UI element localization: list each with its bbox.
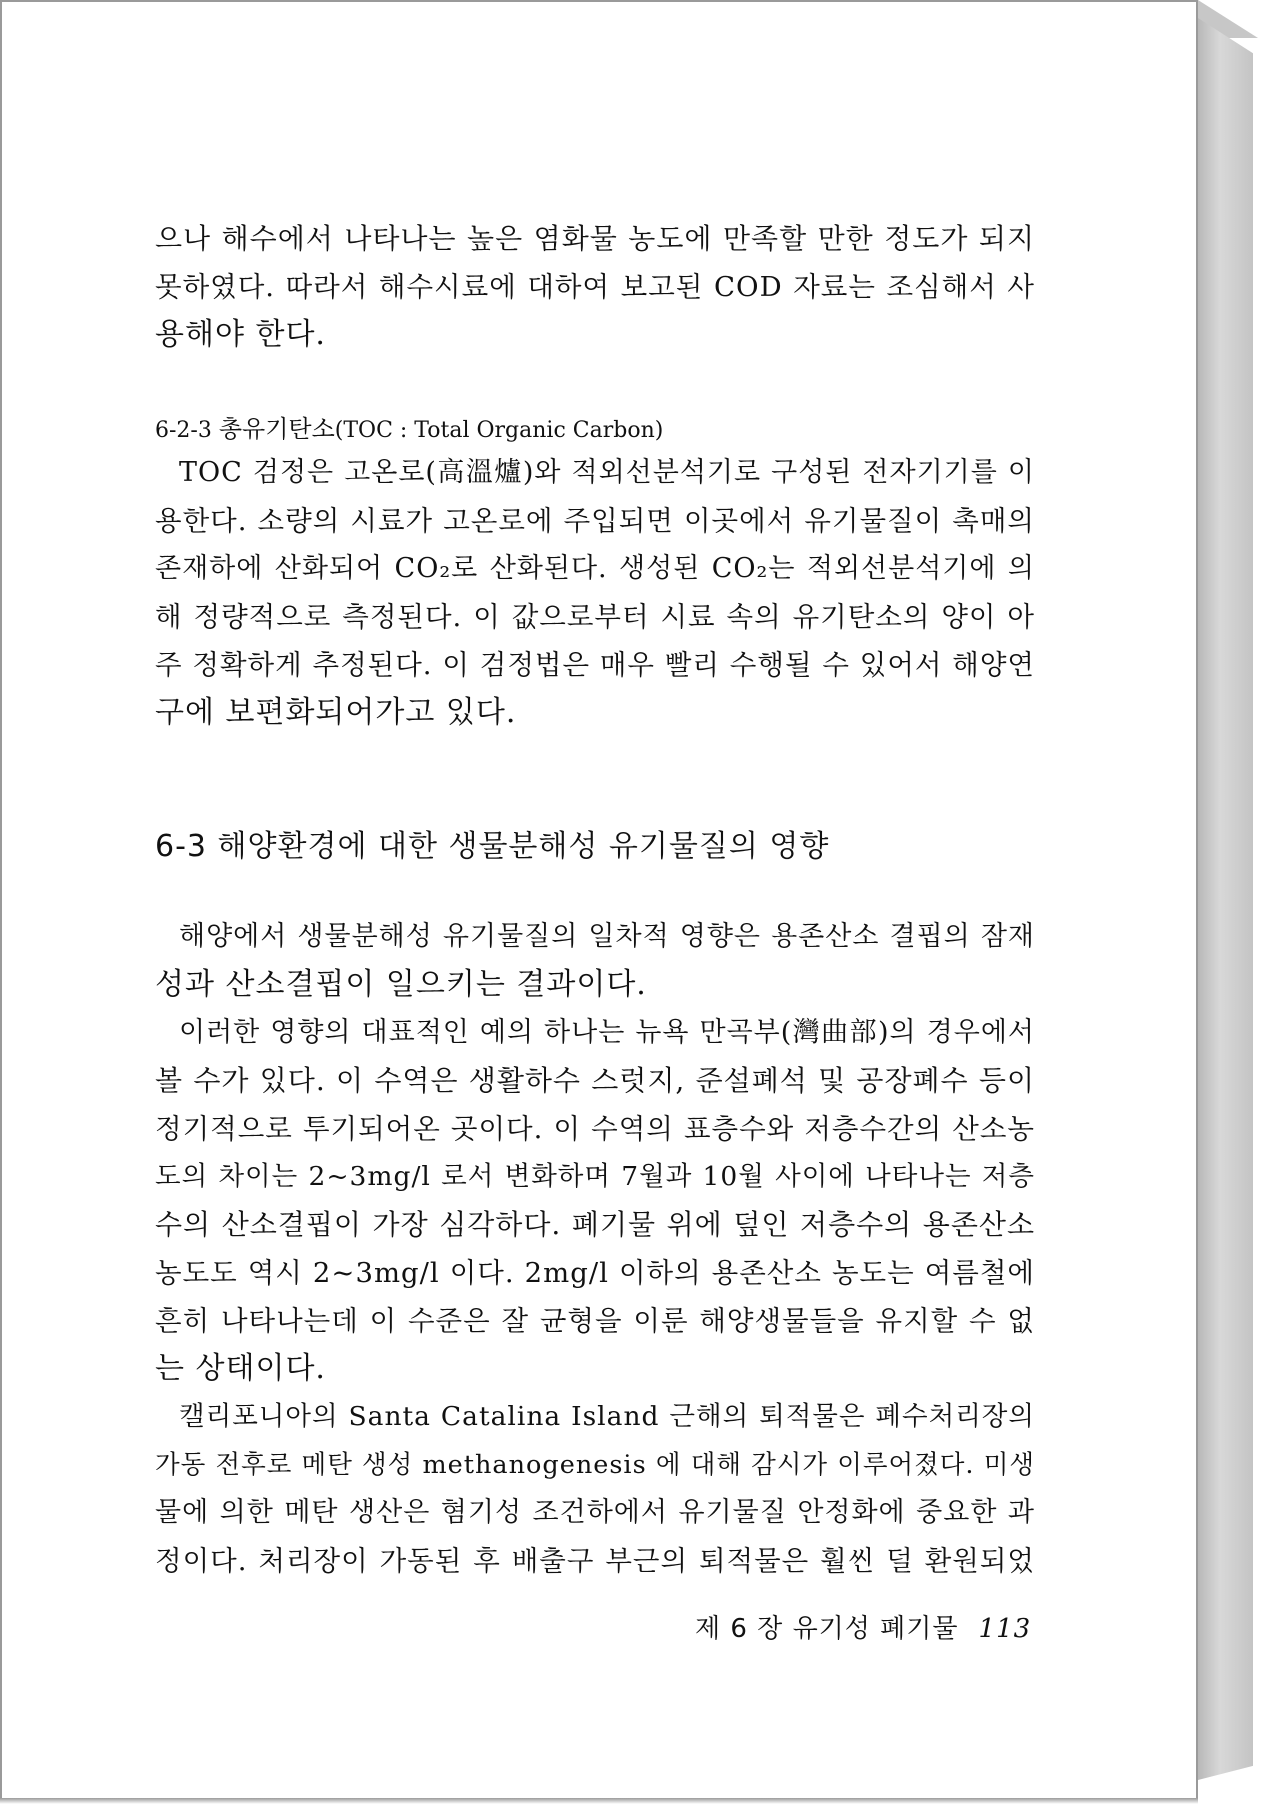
text-line: 구에 보편화되어가고 있다.: [155, 695, 517, 730]
text-line: TOC 검정은 고온로(高溫爐)와 적외선분석기로 구성된 전자기기를 이: [179, 457, 1035, 488]
section-paragraph-1: [155, 913, 1035, 1009]
page-number: 113: [978, 1614, 1032, 1644]
text-line: 해양에서 생물분해성 유기물질의 일차적 영향은 용존산소 결핍의 잠재: [179, 921, 1035, 952]
page-shadow: [0, 1798, 1198, 1804]
text-line: 해 정량적으로 측정된다. 이 값으로부터 시료 속의 유기탄소의 양이 아: [155, 601, 1035, 633]
section-paragraph-3: [155, 1393, 1035, 1585]
subsection-number: 6-2-3: [155, 418, 212, 443]
section-paragraph-2: [155, 1009, 1035, 1393]
subsection-title-korean: 총유기탄소: [218, 415, 335, 443]
page-footer: [695, 1608, 1031, 1645]
text-line: 주 정확하게 추정된다. 이 검정법은 매우 빨리 수행될 수 있어서 해양연: [155, 649, 1035, 681]
text-line: 으나 해수에서 나타나는 높은 염화물 농도에 만족할 만한 정도가 되지: [155, 222, 1035, 255]
text-line: 용해야 한다.: [155, 317, 326, 352]
section-heading: 6-3 해양환경에 대한 생물분해성 유기물질의 영향: [155, 829, 830, 864]
chapter-title: 제 6 장 유기성 폐기물: [695, 1614, 959, 1644]
toc-paragraph: [155, 449, 1035, 737]
subsection-title-english: (TOC : Total Organic Carbon): [334, 418, 664, 443]
text-line: 정기적으로 투기되어온 곳이다. 이 수역의 표층수와 저층수간의 산소농: [155, 1113, 1035, 1145]
page-content: [155, 215, 1035, 1585]
text-line: 는 상태이다.: [155, 1351, 326, 1386]
text-line: 흔히 나타나는데 이 수준은 잘 균형을 이룬 해양생물들을 유지할 수 없: [155, 1305, 1035, 1337]
text-line: 용한다. 소량의 시료가 고온로에 주입되면 이곳에서 유기물질이 촉매의: [155, 505, 1035, 537]
text-line: 이러한 영향의 대표적인 예의 하나는 뉴욕 만곡부(灣曲部)의 경우에서: [179, 1017, 1035, 1048]
text-line: 농도도 역시 2~3mg/l 이다. 2mg/l 이하의 용존산소 농도는 여름철에: [155, 1257, 1035, 1289]
subsection-heading: [155, 409, 1035, 449]
text-line: 존재하에 산화되어 CO₂로 산화된다. 생성된 CO₂는 적외선분석기에 의: [155, 553, 1035, 584]
text-line: 캘리포니아의 Santa Catalina Island 근해의 퇴적물은 폐수처리장의: [179, 1401, 1035, 1432]
text-line: 성과 산소결핍이 일으키는 결과이다.: [155, 967, 647, 1002]
text-line: 정이다. 처리장이 가동된 후 배출구 부근의 퇴적물은 훨씬 덜 환원되었: [155, 1545, 1035, 1577]
page-stack-edge: [1198, 18, 1253, 1780]
text-line: 못하였다. 따라서 해수시료에 대하여 보고된 COD 자료는 조심해서 사: [155, 271, 1035, 303]
text-line: 수의 산소결핍이 가장 심각하다. 폐기물 위에 덮인 저층수의 용존산소: [155, 1208, 1035, 1241]
text-line: 볼 수가 있다. 이 수역은 생활하수 스럿지, 준설폐석 및 공장폐수 등이: [155, 1064, 1035, 1097]
text-line: 물에 의한 메탄 생산은 혐기성 조건하에서 유기물질 안정화에 중요한 과: [155, 1497, 1035, 1528]
text-line: 도의 차이는 2~3mg/l 로서 변화하며 7월과 10월 사이에 나타나는 저층: [155, 1161, 1035, 1192]
text-line: 가동 전후로 메탄 생성 methanogenesis 에 대해 감시가 이루어졌다. 미생: [155, 1450, 1035, 1480]
intro-paragraph: [155, 215, 1035, 359]
